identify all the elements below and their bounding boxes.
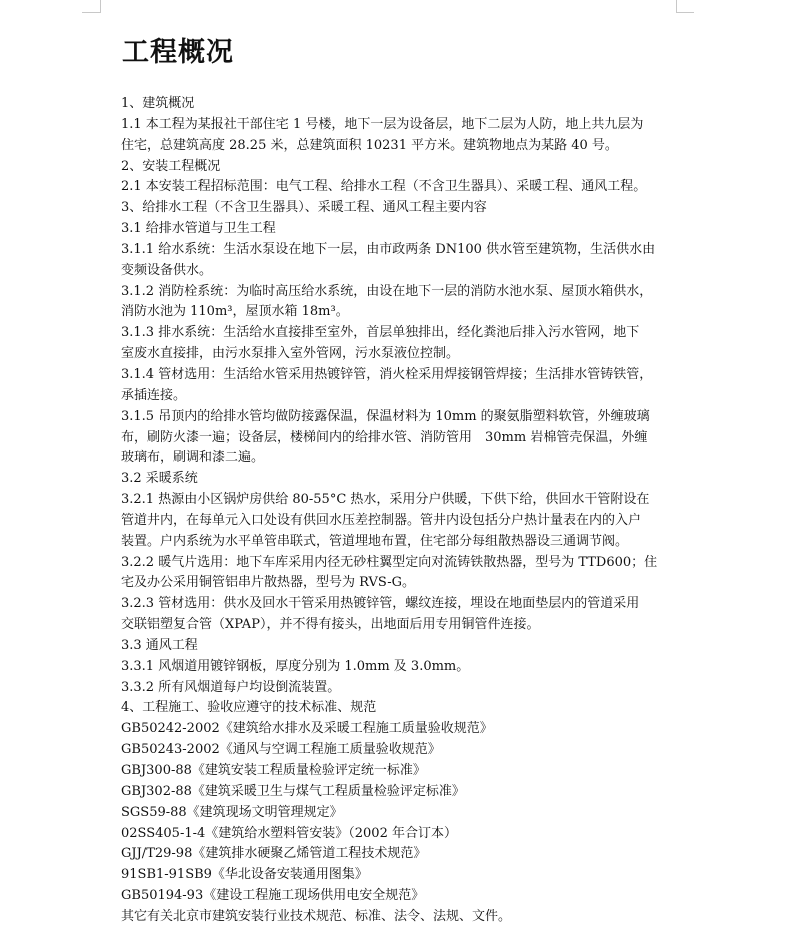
paragraph-line: 玻璃布，刷调和漆二遍。 — [121, 450, 265, 466]
section-heading-1: 1、建筑概况 — [121, 96, 195, 111]
paragraph-line: 3.1.3 排水系统：生活给水直接排至室外，首层单独排出，经化粪池后排入污水管网，地下 — [121, 325, 640, 341]
section-heading-3: 3、给排水工程（不含卫生器具）、采暖工程、通风工程主要内容 — [121, 200, 487, 216]
paragraph-line: 3.2.1 热源由小区锅炉房供给 80-55°C 热水，采用分户供暖，下供下给，供回水干管附设在 — [121, 492, 650, 508]
paragraph-line: 消防水池为 110m³，屋顶水箱 18m³。 — [121, 304, 349, 320]
paragraph-line: 3.2.2 暖气片选用：地下车库采用内径无砂柱翼型定向对流铸铁散热器，型号为 TTD600；住 — [121, 554, 658, 570]
paragraph-line: 管道井内，在每单元入口处设有供回水压差控制器。管井内设包括分户热计量表在内的入户 — [121, 512, 642, 528]
standard-item: GJJ/T29-98《建筑排水硬聚乙烯管道工程技术规范》 — [121, 846, 427, 862]
paragraph-line: 3.1.5 吊顶内的给排水管均做防接露保温，保温材料为 10mm 的聚氨脂塑料软管，外缠玻璃 — [121, 408, 650, 424]
paragraph-line: 3.2.3 管材选用：供水及回水干管采用热镀锌管，螺纹连接，埋设在地面垫层内的管道采用 — [121, 596, 640, 612]
paragraph-line: 交联铝塑复合管（XPAP），并不得有接头，出地面后用专用铜管件连接。 — [121, 617, 540, 633]
section-heading-4: 4、工程施工、验收应遵守的技术标准、规范 — [121, 700, 377, 716]
subsection-heading: 3.1 给排水管道与卫生工程 — [121, 221, 276, 237]
paragraph-line: 承插连接。 — [121, 387, 187, 403]
standard-item: 91SB1-91SB9《华北设备安装通用图集》 — [121, 867, 368, 883]
standard-item: 02SS405-1-4《建筑给水塑料管安装》（2002 年合订本） — [121, 825, 457, 841]
paragraph-line: 2.1 本安装工程招标范围：电气工程、给排水工程（不含卫生器具）、采暖工程、通风工程。 — [121, 179, 647, 195]
crop-mark-top-right — [676, 0, 677, 12]
crop-mark-top-left — [100, 0, 101, 13]
paragraph-line: 布，刷防火漆一遍；设备层，楼梯间内的给排水管、消防管用 30mm 岩棉管壳保温，外缠 — [121, 429, 648, 445]
paragraph-line: 3.3.1 风烟道用镀锌钢板，厚度分别为 1.0mm 及 3.0mm。 — [121, 658, 470, 674]
standard-item: GBJ300-88《建筑安装工程质量检验评定统一标准》 — [121, 763, 426, 778]
closing-line: 其它有关北京市建筑安装行业技术规范、标准、法令、法规、文件。 — [121, 908, 512, 924]
paragraph-line: 宅及办公采用铜管铝串片散热器，型号为 RVS-G。 — [121, 575, 416, 591]
paragraph-line: 住宅，总建筑高度 28.25 米，总建筑面积 10231 平方米。建筑物地点为某路 40 号。 — [121, 137, 618, 153]
subsection-heading: 3.2 采暖系统 — [121, 471, 198, 487]
crop-mark-top-right-horizontal — [676, 12, 694, 13]
standard-item: GBJ302-88《建筑采暖卫生与煤气工程质量检验评定标准》 — [121, 783, 465, 799]
document-title: 工程概况 — [122, 37, 234, 68]
crop-mark-top-left-horizontal — [82, 12, 100, 13]
section-heading-2: 2、安装工程概况 — [121, 158, 221, 174]
paragraph-line: 装置。户内系统为水平单管串联式，管道埋地布置，住宅部分每组散热器设三通调节阀。 — [121, 533, 629, 549]
document-body — [121, 94, 681, 928]
standard-item: GB50243-2002《通风与空调工程施工质量验收规范》 — [121, 742, 441, 758]
paragraph-line: 变频设备供水。 — [121, 262, 213, 278]
paragraph-line: 3.1.4 管材选用：生活给水管采用热镀锌管，消火栓采用焊接钢管焊接；生活排水管铸铁管， — [121, 366, 653, 382]
paragraph-line: 室废水直接排，由污水泵排入室外管网，污水泵液位控制。 — [121, 346, 460, 362]
paragraph-line: 1.1 本工程为某报社干部住宅 1 号楼，地下一层为设备层，地下二层为人防，地上共九层为 — [121, 116, 644, 132]
standard-item: GB50242-2002《建筑给水排水及采暖工程施工质量验收规范》 — [121, 721, 493, 737]
standard-item: SGS59-88《建筑现场文明管理规定》 — [121, 804, 343, 820]
standard-item: GB50194-93《建设工程施工现场供用电安全规范》 — [121, 888, 425, 904]
paragraph-line: 3.3.2 所有风烟道每户均设倒流装置。 — [121, 679, 341, 695]
paragraph-line: 3.1.1 给水系统：生活水泵设在地下一层，由市政两条 DN100 供水管至建筑物，生活供水由 — [121, 241, 656, 257]
paragraph-line: 3.1.2 消防栓系统：为临时高压给水系统，由设在地下一层的消防水池水泵、屋顶水箱供水， — [121, 283, 653, 299]
subsection-heading: 3.3 通风工程 — [121, 637, 198, 653]
